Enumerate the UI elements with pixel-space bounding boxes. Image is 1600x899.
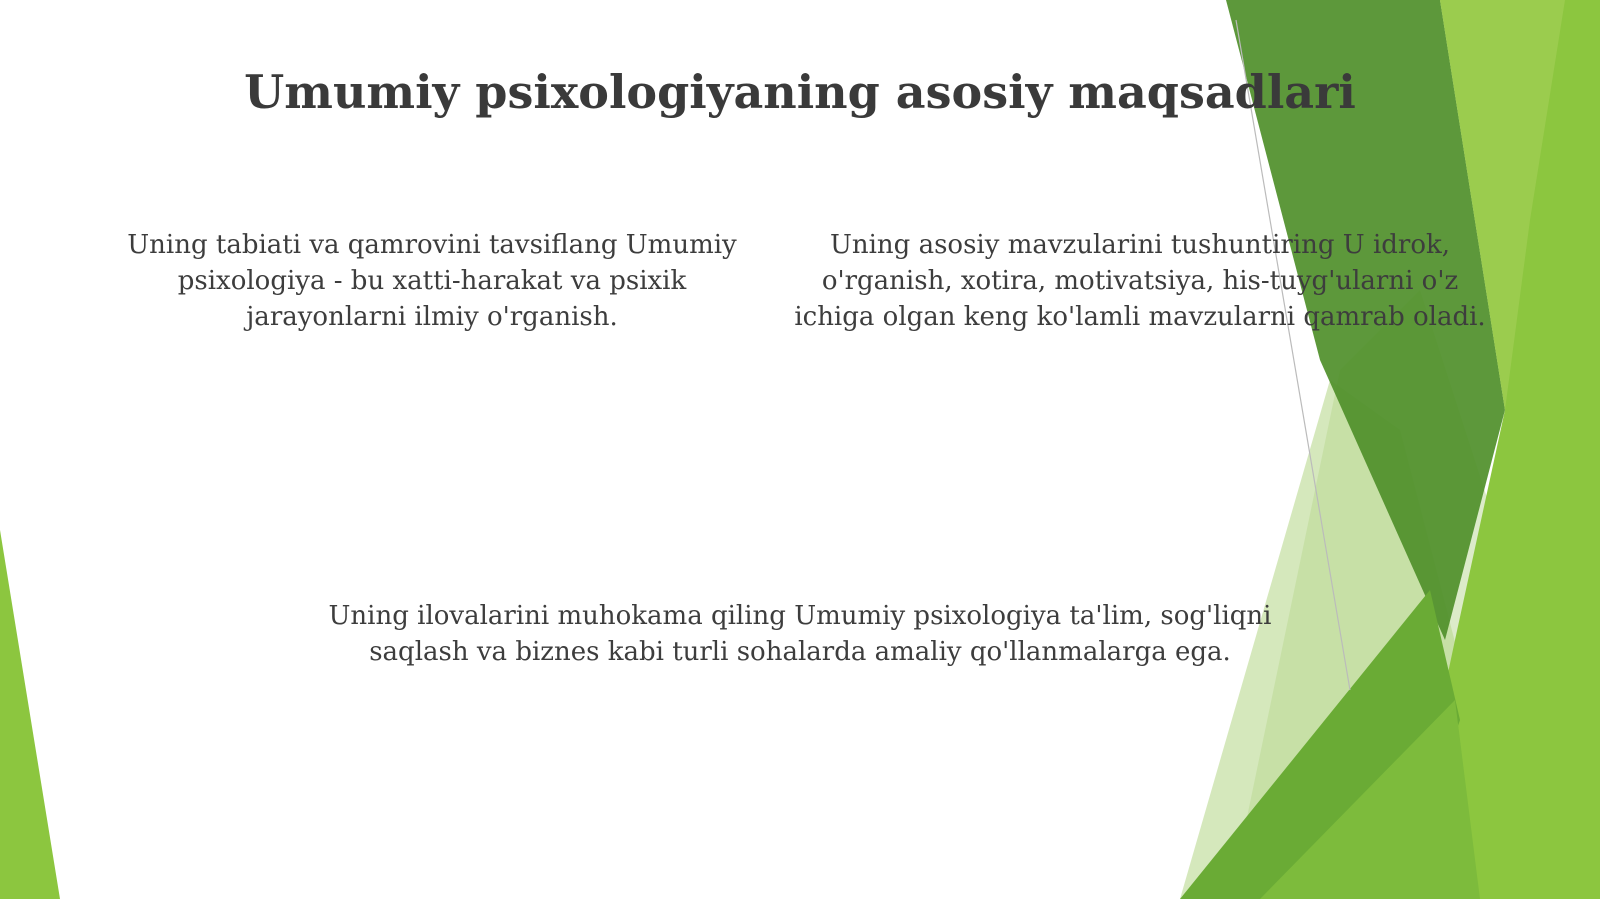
text-block-nature-scope: Uning tabiati va qamrovini tavsiflang Umumiy psixologiya - bu xatti-harakat va psixik jarayonlarni ilmiy o'rganish. bbox=[127, 230, 737, 332]
slide-title: Umumiy psixologiyaning asosiy maqsadlari bbox=[244, 65, 1356, 119]
text-block-applications: Uning ilovalarini muhokama qiling Umumiy psixologiya ta'lim, sog'liqni saqlash va biznes kabi turli sohalarda amaliy qo'llanmalarga ega. bbox=[328, 601, 1272, 667]
text-block-main-topics: Uning asosiy mavzularini tushuntiring U idrok, o'rganish, xotira, motivatsiya, his-tuyg'ularni o'z ichiga olgan keng ko'lamli mavzularni qamrab oladi. bbox=[794, 230, 1486, 332]
left-green-shape bbox=[0, 530, 60, 899]
